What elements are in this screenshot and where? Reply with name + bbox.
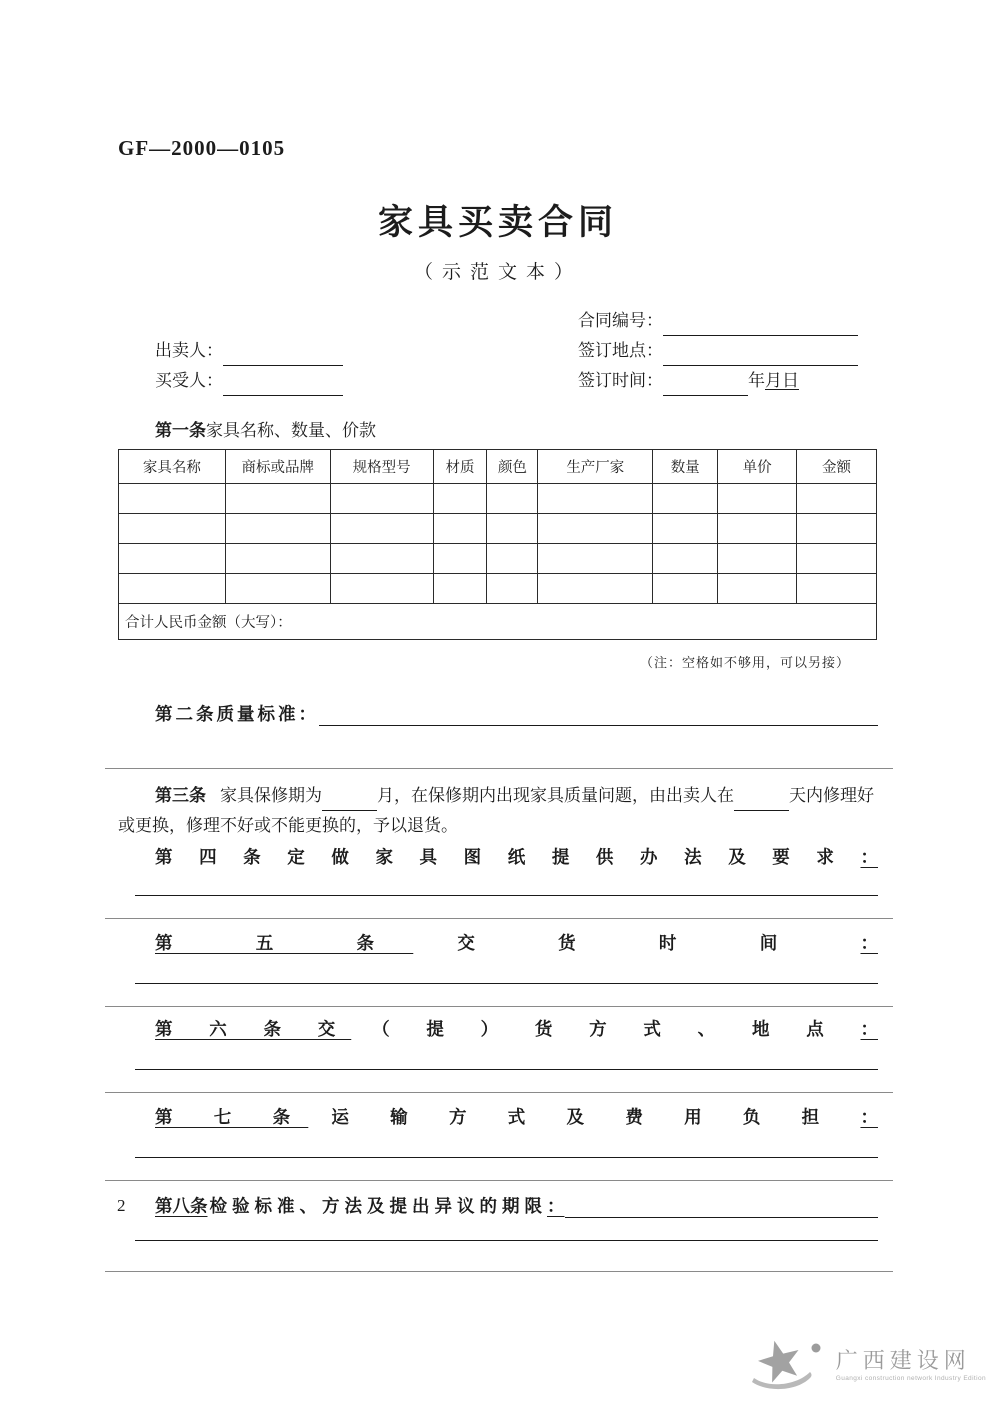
info-left-column: [155, 336, 343, 396]
page-title: 家具买卖合同: [377, 203, 618, 242]
separator-line: [105, 1180, 893, 1181]
article3-text-1: 家具保修期为: [220, 786, 322, 805]
separator-line: [105, 918, 893, 919]
info-right-column: [578, 306, 858, 396]
furniture-table: [118, 449, 877, 640]
watermark-text: [836, 1350, 986, 1383]
separator-line: [105, 1271, 893, 1272]
seller-row: [155, 336, 343, 366]
article3-paragraph: [118, 781, 878, 841]
contract-no-blank: [663, 318, 858, 336]
buyer-blank: [223, 378, 343, 396]
article8-heading: [155, 1193, 878, 1218]
table-row: [119, 544, 877, 574]
table-header-row: [119, 450, 877, 484]
article6-colon: ：: [860, 1019, 878, 1039]
article2-text: 第二条质量标准：: [155, 704, 319, 724]
article7-colon: ：: [860, 1107, 878, 1127]
article8-blank: [565, 1197, 879, 1218]
article8-number: 第八条: [155, 1196, 208, 1216]
watermark-en: Guangxi construction network Industry Edition: [835, 1375, 986, 1383]
table-row: [119, 574, 877, 604]
article3-number: 第三条: [155, 786, 206, 805]
article5-text: 交 货 时 间: [457, 933, 817, 953]
article6-blank-line: [135, 1069, 878, 1070]
page-content: [118, 0, 878, 1272]
article6-number: 第 六 条 交: [155, 1019, 352, 1039]
contract-no-label: 合同编号：: [578, 311, 663, 330]
article5-heading: [155, 931, 878, 955]
col-quantity: 数量: [653, 450, 718, 484]
contract-no-row: [578, 306, 858, 336]
sign-time-blank: [663, 378, 748, 396]
article6-heading: [155, 1017, 878, 1041]
article6-text: （ 提 ） 货 方 式 、 地 点: [372, 1019, 840, 1039]
watermark: [750, 1338, 986, 1395]
sign-place-label: 签订地点：: [578, 341, 663, 360]
article1-title: 家具名称、数量、价款: [206, 421, 376, 440]
article3-text-3: 天内修理好或更换，修理不好或不能更换的，予以退货。: [118, 786, 874, 835]
article3-text-2: 月，在保修期内出现家具质量问题，由出卖人在: [377, 786, 734, 805]
separator-line: [105, 1006, 893, 1007]
star-logo-icon: [750, 1338, 828, 1395]
col-brand: 商标或品牌: [225, 450, 330, 484]
doc-code: GF—2000—0105: [118, 136, 286, 160]
article7-text: 运 输 方 式 及 费 用 负 担: [331, 1107, 838, 1127]
article2-heading: [155, 701, 878, 726]
article5-blank-line: [135, 983, 878, 984]
col-amount: 金额: [797, 450, 877, 484]
table-total-row: [119, 604, 877, 640]
article7-heading: [155, 1105, 878, 1129]
watermark-cn: 广西建设网: [835, 1348, 971, 1374]
buyer-label: 买受人：: [155, 371, 223, 390]
year-label: 年: [748, 371, 765, 390]
article4-heading: [155, 845, 878, 869]
month-day-label: 月日: [765, 371, 799, 390]
table-row: [119, 514, 877, 544]
seller-label: 出卖人：: [155, 341, 223, 360]
page-number: 2: [117, 1196, 126, 1215]
article7-number: 第 七 条: [155, 1107, 309, 1127]
col-manufacturer: 生产厂家: [538, 450, 653, 484]
col-color: 颜色: [487, 450, 538, 484]
article4-blank-line: [135, 895, 878, 896]
article1-heading: [155, 416, 878, 441]
sign-place-row: [578, 336, 858, 366]
col-furniture-name: 家具名称: [119, 450, 226, 484]
separator-line: [105, 768, 893, 769]
article8-colon: ：: [547, 1196, 565, 1216]
article8-blank-line: [135, 1240, 878, 1241]
col-material: 材质: [433, 450, 487, 484]
article2-blank: [319, 705, 878, 726]
col-unit-price: 单价: [718, 450, 797, 484]
article5-number: 第 五 条: [155, 933, 414, 953]
article5-colon: ：: [860, 933, 878, 953]
contract-info-block: [118, 306, 878, 400]
seller-blank: [223, 348, 343, 366]
article1-number: 第一条: [155, 421, 206, 440]
sign-place-blank: [663, 348, 858, 366]
buyer-row: [155, 366, 343, 396]
article4-colon: ：: [860, 847, 878, 867]
sign-time-row: [578, 366, 858, 396]
table-row: [119, 484, 877, 514]
article8-text: 检验标准、方法及提出异议的期限: [209, 1196, 547, 1216]
page-subtitle: （示范文本）: [413, 262, 582, 283]
article4-text: 第 四 条 定 做 家 具 图 纸 提 供 办 法 及 要 求: [155, 847, 845, 867]
article7-blank-line: [135, 1157, 878, 1158]
sign-time-label: 签订时间：: [578, 371, 663, 390]
col-spec-model: 规格型号: [330, 450, 433, 484]
separator-line: [105, 1092, 893, 1093]
table-note: （注：空格如不够用，可以另接）: [639, 655, 850, 670]
total-amount-label: 合计人民币金额（大写）：: [119, 604, 877, 640]
repair-days-blank: [734, 793, 789, 811]
warranty-months-blank: [322, 793, 377, 811]
